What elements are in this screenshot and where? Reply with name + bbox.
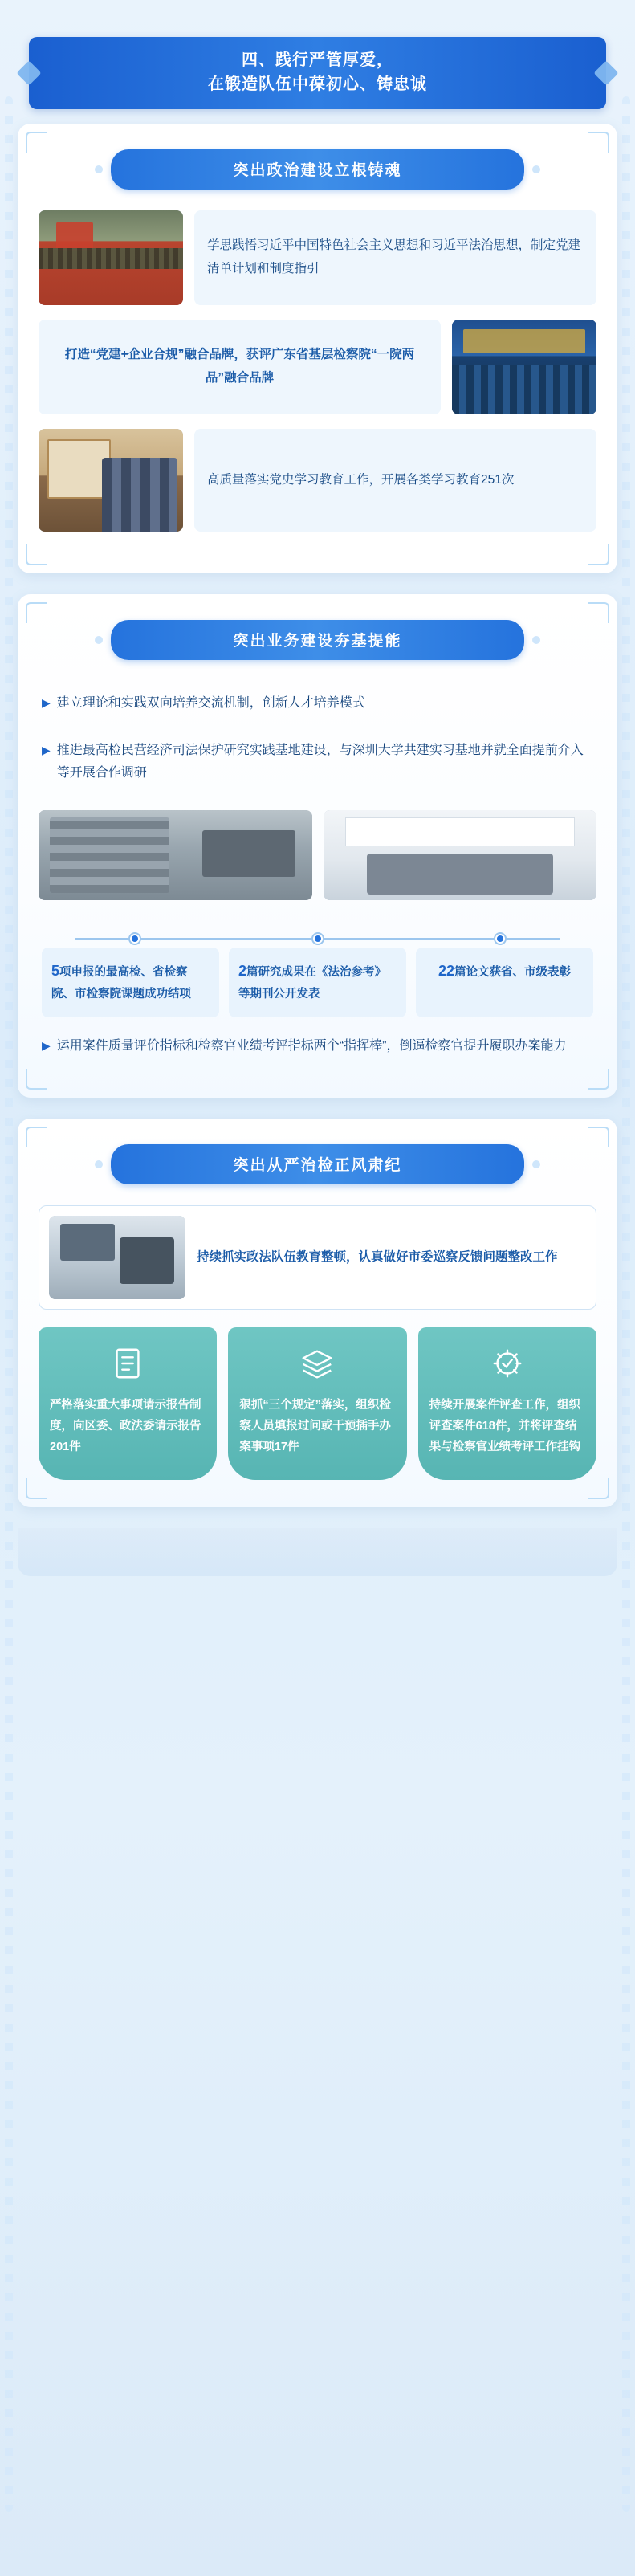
section-2-bullet-2-text: 推进最高检民营经济司法保护研究实践基地建设，与深圳大学共建实习基地并就全面提前介入等开展合作调研: [56, 744, 584, 780]
red-carpet-ceremony-photo: [39, 210, 183, 305]
signing-ceremony-photo: [324, 810, 597, 900]
section-business-construction: [18, 594, 617, 1098]
triangle-bullet-icon: ▶: [42, 1038, 51, 1052]
stat-card-3-text: 篇论文获省、市级表彰: [454, 966, 572, 979]
stat-card-1-number: 5: [51, 963, 60, 979]
stat-card-3-number: 22: [438, 963, 455, 979]
gear-check-icon: [489, 1345, 526, 1382]
section-1-item-1-text: 学思践悟习近平中国特色社会主义思想和习近平法治思想，制定党建清单计划和制度指引: [194, 210, 596, 305]
page-title-line-1: 四、践行严管厚爱，: [242, 51, 393, 69]
section-2-bullet-3-text: 运用案件质量评价指标和检察官业绩考评指标两个“指挥棒”，倒逼检察官提升履职办案能力: [56, 1038, 567, 1053]
corner-decoration: [588, 1069, 609, 1090]
triangle-bullet-icon: ▶: [42, 744, 51, 756]
section-1-item-2-text: 打造“党建+企业合规”融合品牌，获评广东省基层检察院“一院两品”融合品牌: [39, 320, 441, 414]
section-2-photo-pair: [39, 810, 596, 900]
section-2-bullets: [40, 681, 595, 797]
stat-card-2-number: 2: [238, 963, 247, 979]
stat-card-2: [229, 948, 406, 1017]
corner-decoration: [26, 1127, 47, 1147]
timeline-dot: [130, 934, 140, 944]
page-title-line-2: 在锻造队伍中葆初心、铸忠诚: [208, 75, 427, 93]
section-1-item-2: [39, 320, 596, 414]
teal-card-2: [228, 1327, 406, 1480]
corner-decoration: [588, 132, 609, 153]
triangle-bullet-icon: ▶: [42, 696, 51, 709]
right-decoration: [622, 96, 630, 2512]
section-2-closing: [40, 1024, 595, 1070]
left-decoration: [5, 96, 13, 2512]
conference-hall-photo: [452, 320, 596, 414]
document-list-icon: [109, 1345, 146, 1382]
office-meeting-photo: [39, 810, 312, 900]
education-rectification-photo: [49, 1216, 185, 1299]
section-strict-discipline: [18, 1119, 617, 1507]
stat-cards: [42, 948, 593, 1017]
section-1-item-1: [39, 210, 596, 305]
teal-card-3-text: 持续开展案件评查工作，组织评查案件618件，并将评查结果与检察官业绩考评工作挂钩: [429, 1398, 581, 1454]
corner-decoration: [588, 602, 609, 623]
section-2-bullet-1-text: 建立理论和实践双向培养交流机制，创新人才培养模式: [56, 696, 365, 710]
teal-card-3: [418, 1327, 596, 1480]
layers-icon: [299, 1345, 336, 1382]
corner-decoration: [26, 132, 47, 153]
corner-decoration: [26, 1478, 47, 1499]
timeline-dot: [313, 934, 323, 944]
stat-card-1-text: 项申报的最高检、省检察院、市检察院课题成功结项: [51, 966, 191, 1001]
corner-decoration: [588, 544, 609, 565]
teal-card-2-text: 狠抓“三个规定”落实，组织检察人员填报过问或干预插手办案事项17件: [239, 1398, 391, 1454]
exhibition-visit-photo: [39, 429, 183, 532]
teal-card-1-text: 严格落实重大事项请示报告制度，向区委、政法委请示报告201件: [50, 1398, 201, 1454]
section-2-bullet-2: [40, 728, 595, 797]
section-3-title: 突出从严治检正风肃纪: [111, 1144, 523, 1184]
section-political-construction: [18, 124, 617, 573]
section-3-frame-item: [39, 1205, 596, 1310]
header-area: [0, 0, 635, 124]
corner-decoration: [26, 544, 47, 565]
bottom-decoration: [18, 1528, 617, 1576]
section-2-title: 突出业务建设夯基提能: [111, 620, 523, 660]
corner-decoration: [26, 1069, 47, 1090]
section-1-title: 突出政治建设立根铸魂: [111, 149, 523, 190]
section-3-teal-cards: [39, 1327, 596, 1480]
section-2-bullet-1: [40, 681, 595, 728]
corner-decoration: [26, 602, 47, 623]
section-1-item-3-text: 高质量落实党史学习教育工作，开展各类学习教育251次: [194, 429, 596, 532]
section-2-stats-timeline: [42, 933, 593, 1017]
stat-card-1: [42, 948, 219, 1017]
corner-decoration: [588, 1478, 609, 1499]
stat-card-3: [416, 948, 593, 1017]
teal-card-1: [39, 1327, 217, 1480]
section-1-item-3: [39, 429, 596, 532]
stat-card-2-text: 篇研究成果在《法治参考》等期刊公开发表: [238, 966, 387, 1001]
page-title-banner: [29, 37, 606, 109]
timeline-dot: [495, 934, 505, 944]
corner-decoration: [588, 1127, 609, 1147]
section-3-frame-text: 持续抓实政法队伍教育整顿，认真做好市委巡察反馈问题整改工作: [197, 1249, 558, 1264]
section-2-bullet-3: [40, 1024, 595, 1070]
